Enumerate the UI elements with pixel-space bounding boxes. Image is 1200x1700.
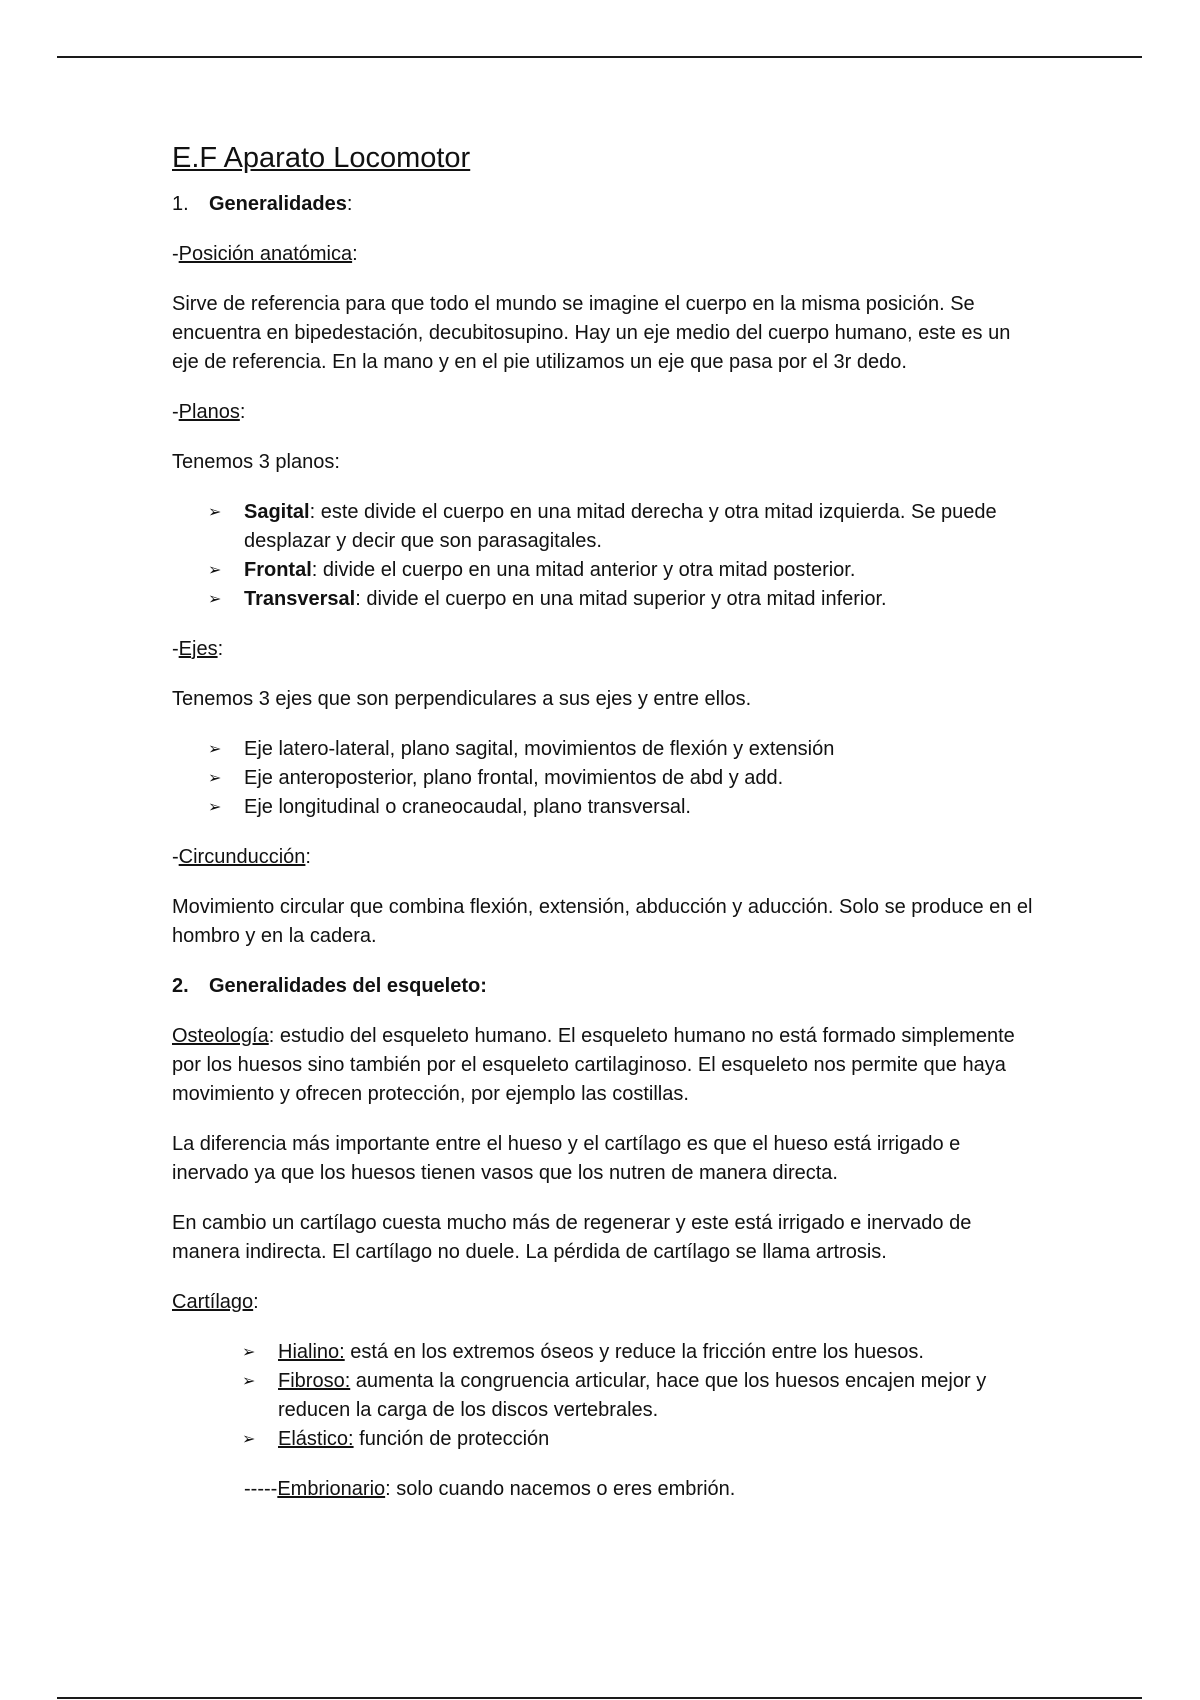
arrow-bullet-icon: ➢ [208, 741, 222, 758]
list-item: ➢ Fibroso: aumenta la congruencia articular, hace que los huesos encajen mejor y reducen la carga de los discos vertebrales. [278, 1367, 1040, 1425]
paragraph-ejes-intro: Tenemos 3 ejes que son perpendiculares a sus ejes y entre ellos. [172, 688, 752, 710]
subheading-posicion: -Posición anatómica: [172, 243, 358, 265]
list-item: ➢ Frontal: divide el cuerpo en una mitad anterior y otra mitad posterior. [244, 556, 1040, 585]
paragraph-embrionario: -----Embrionario: solo cuando nacemos o eres embrión. [244, 1478, 736, 1500]
bottom-rule [57, 1697, 1142, 1699]
subheading-cartilago: Cartílago: [172, 1291, 259, 1313]
planos-list [172, 498, 1040, 614]
ejes-list [172, 735, 1040, 822]
paragraph-diferencia: La diferencia más importante entre el hueso y el cartílago es que el hueso está irrigado e inervado ya que los huesos tienen vasos que los nutren de manera directa. [172, 1133, 961, 1184]
arrow-bullet-icon: ➢ [208, 591, 222, 608]
section-number: 2. [172, 975, 189, 997]
arrow-bullet-icon: ➢ [242, 1431, 256, 1448]
paragraph-cambio: En cambio un cartílago cuesta mucho más de regenerar y este está irrigado e inervado de manera indirecta. El cartílago no duele. La pérdida de cartílago se llama artrosis. [172, 1212, 972, 1263]
subheading-circunduccion: -Circunducción: [172, 846, 311, 868]
paragraph-circunduccion: Movimiento circular que combina flexión, extensión, abducción y aducción. Solo se produce en el hombro y en la cadera. [172, 896, 1033, 947]
paragraph-osteologia: Osteología: estudio del esqueleto humano. El esqueleto humano no está formado simplemente por los huesos sino también por el esqueleto cartilaginoso. El esqueleto nos permite que haya movimiento y ofrecen protección, por ejemplo las costillas. [172, 1025, 1015, 1105]
arrow-bullet-icon: ➢ [208, 504, 222, 521]
top-rule [57, 56, 1142, 58]
section-1-heading: 1. Generalidades: [172, 190, 1040, 219]
section-2-heading [172, 972, 1040, 1001]
list-item: ➢ Sagital: este divide el cuerpo en una mitad derecha y otra mitad izquierda. Se puede desplazar y decir que son parasagitales. [244, 498, 1040, 556]
section-number: 1. [172, 193, 189, 215]
arrow-bullet-icon: ➢ [208, 799, 222, 816]
section-title: Generalidades del esqueleto: [209, 975, 487, 997]
list-item: ➢ Hialino: está en los extremos óseos y reduce la fricción entre los huesos. [278, 1338, 1040, 1367]
list-item: ➢ Eje longitudinal o craneocaudal, plano transversal. [244, 793, 1040, 822]
document-title: E.F Aparato Locomotor [172, 142, 471, 174]
section-title: Generalidades [209, 193, 347, 215]
list-item: ➢ Transversal: divide el cuerpo en una mitad superior y otra mitad inferior. [244, 585, 1040, 614]
document-body [172, 140, 1040, 1525]
paragraph-posicion: Sirve de referencia para que todo el mundo se imagine el cuerpo en la misma posición. Se encuentra en bipedestación, decubitosupino. Hay un eje medio del cuerpo humano, este es un eje de referencia. En la mano y en el pie utilizamos un eje que pasa por el 3r dedo. [172, 293, 1011, 373]
subheading-ejes: -Ejes: [172, 638, 224, 660]
subheading-planos: -Planos: [172, 401, 246, 423]
arrow-bullet-icon: ➢ [242, 1373, 256, 1390]
arrow-bullet-icon: ➢ [208, 770, 222, 787]
cartilago-list [172, 1338, 1040, 1454]
list-item: ➢ Elástico: función de protección [278, 1425, 1040, 1454]
list-item: ➢ Eje latero-lateral, plano sagital, movimientos de flexión y extensión [244, 735, 1040, 764]
list-item: ➢ Eje anteroposterior, plano frontal, movimientos de abd y add. [244, 764, 1040, 793]
arrow-bullet-icon: ➢ [208, 562, 222, 579]
arrow-bullet-icon: ➢ [242, 1344, 256, 1361]
paragraph-planos-intro: Tenemos 3 planos: [172, 451, 340, 473]
